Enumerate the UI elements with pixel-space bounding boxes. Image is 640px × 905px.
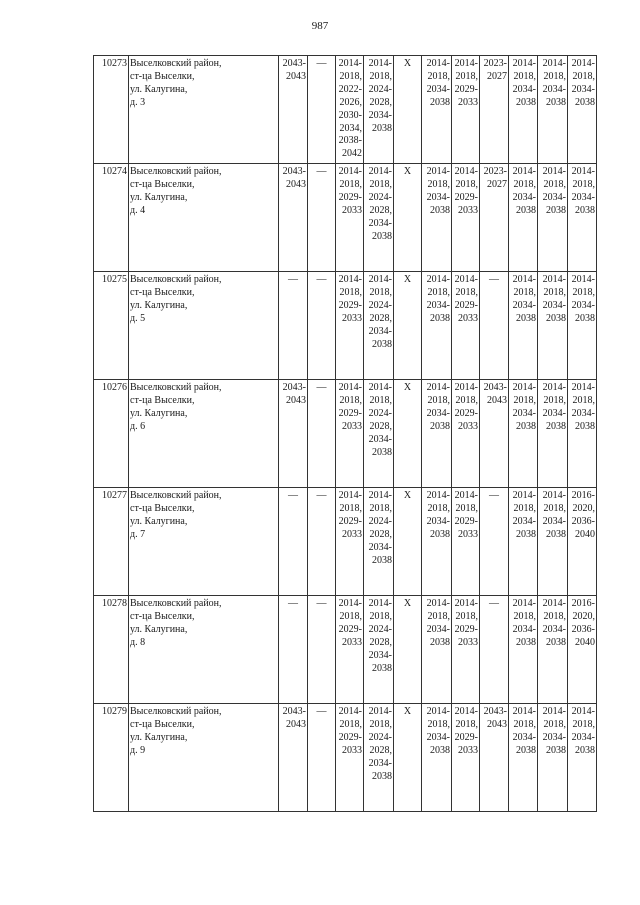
address-line: Выселковский район, — [130, 706, 222, 717]
period-cell: 2014- 2018, 2034- 2038 — [422, 380, 452, 488]
period-cell: 2014- 2018, 2034- 2038 — [509, 704, 538, 812]
address-line: д. 7 — [130, 528, 146, 540]
period-cell: — — [480, 488, 509, 596]
address-line: ул. Калугина, — [130, 515, 188, 527]
period-cell: 2023- 2027 — [480, 56, 509, 164]
period-cell: — — [480, 272, 509, 380]
period-cell: — — [308, 272, 336, 380]
address-cell — [129, 164, 279, 272]
period-cell: 2014- 2018, 2034- 2038 — [509, 596, 538, 704]
period-cell: 2014- 2018, 2024- 2028, 2034- 2038 — [364, 164, 394, 272]
address-line: ул. Калугина, — [130, 191, 188, 203]
period-cell: 2043- 2043 — [279, 164, 308, 272]
table-body — [94, 56, 597, 812]
period-cell: 2014- 2018, 2029- 2033 — [336, 704, 364, 812]
period-cell: 2043- 2043 — [279, 380, 308, 488]
table-row — [94, 164, 597, 272]
period-cell: 2014- 2018, 2034- 2038 — [568, 56, 597, 164]
row-number: 10274 — [94, 164, 129, 272]
period-cell: 2016- 2020, 2036- 2040 — [568, 596, 597, 704]
period-cell: 2014- 2018, 2034- 2038 — [509, 164, 538, 272]
address-line: ст-ца Выселки, — [130, 394, 195, 406]
period-cell: X — [394, 56, 422, 164]
row-number: 10279 — [94, 704, 129, 812]
row-number: 10278 — [94, 596, 129, 704]
period-cell: 2043- 2043 — [279, 704, 308, 812]
period-cell: 2014- 2018, 2029- 2033 — [452, 56, 480, 164]
address-line: ст-ца Выселки, — [130, 286, 195, 298]
address-line: ст-ца Выселки, — [130, 502, 195, 514]
address-line: д. 5 — [130, 312, 146, 324]
period-cell: X — [394, 272, 422, 380]
period-cell: 2014- 2018, 2034- 2038 — [422, 56, 452, 164]
period-cell: 2014- 2018, 2034- 2038 — [568, 272, 597, 380]
period-cell: 2014- 2018, 2029- 2033 — [452, 704, 480, 812]
period-cell: 2043- 2043 — [480, 380, 509, 488]
address-line: Выселковский район, — [130, 382, 222, 393]
address-line: ст-ца Выселки, — [130, 718, 195, 730]
period-cell: 2014- 2018, 2022- 2026, 2030- 2034, 2038- 2042 — [336, 56, 364, 164]
address-line: ул. Калугина, — [130, 407, 188, 419]
table-row — [94, 704, 597, 812]
address-line: Выселковский район, — [130, 490, 222, 501]
period-cell: 2014- 2018, 2034- 2038 — [538, 488, 568, 596]
address-line: д. 8 — [130, 636, 146, 648]
period-cell: X — [394, 380, 422, 488]
period-cell: — — [308, 380, 336, 488]
period-cell: X — [394, 596, 422, 704]
period-cell: 2014- 2018, 2024- 2028, 2034- 2038 — [364, 596, 394, 704]
period-cell: 2043- 2043 — [480, 704, 509, 812]
address-line: ул. Калугина, — [130, 623, 188, 635]
period-cell: 2014- 2018, 2029- 2033 — [452, 380, 480, 488]
period-cell: 2014- 2018, 2029- 2033 — [452, 272, 480, 380]
address-cell — [129, 488, 279, 596]
period-cell: 2014- 2018, 2034- 2038 — [422, 272, 452, 380]
table-row — [94, 380, 597, 488]
period-cell: 2014- 2018, 2034- 2038 — [568, 164, 597, 272]
address-line: Выселковский район, — [130, 274, 222, 285]
period-cell: — — [308, 596, 336, 704]
period-cell: 2014- 2018, 2034- 2038 — [509, 272, 538, 380]
row-number: 10275 — [94, 272, 129, 380]
period-cell: 2014- 2018, 2034- 2038 — [538, 380, 568, 488]
period-cell: 2043- 2043 — [279, 56, 308, 164]
period-cell: — — [308, 164, 336, 272]
row-number: 10273 — [94, 56, 129, 164]
period-cell: 2014- 2018, 2029- 2033 — [336, 272, 364, 380]
period-cell: 2014- 2018, 2034- 2038 — [422, 164, 452, 272]
period-cell: 2014- 2018, 2034- 2038 — [568, 704, 597, 812]
address-cell — [129, 272, 279, 380]
address-cell — [129, 596, 279, 704]
period-cell: 2014- 2018, 2029- 2033 — [452, 488, 480, 596]
table-row — [94, 488, 597, 596]
period-cell: 2014- 2018, 2029- 2033 — [336, 164, 364, 272]
address-line: д. 6 — [130, 420, 146, 432]
address-cell — [129, 380, 279, 488]
address-line: Выселковский район, — [130, 166, 222, 177]
period-cell: 2014- 2018, 2024- 2028, 2034- 2038 — [364, 488, 394, 596]
address-line: ст-ца Выселки, — [130, 178, 195, 190]
period-cell: 2014- 2018, 2034- 2038 — [422, 596, 452, 704]
period-cell: 2014- 2018, 2034- 2038 — [509, 488, 538, 596]
period-cell: 2014- 2018, 2034- 2038 — [538, 272, 568, 380]
period-cell: 2014- 2018, 2024- 2028, 2034- 2038 — [364, 380, 394, 488]
address-line: Выселковский район, — [130, 598, 222, 609]
period-cell: 2014- 2018, 2024- 2028, 2034- 2038 — [364, 272, 394, 380]
period-cell: 2014- 2018, 2024- 2028, 2034- 2038 — [364, 704, 394, 812]
period-cell: 2014- 2018, 2034- 2038 — [568, 380, 597, 488]
address-cell — [129, 56, 279, 164]
period-cell: 2014- 2018, 2034- 2038 — [538, 56, 568, 164]
table-row — [94, 596, 597, 704]
period-cell: — — [279, 488, 308, 596]
period-cell: 2014- 2018, 2034- 2038 — [538, 596, 568, 704]
period-cell: — — [279, 596, 308, 704]
period-cell: 2014- 2018, 2024- 2028, 2034- 2038 — [364, 56, 394, 164]
period-cell: 2014- 2018, 2034- 2038 — [538, 704, 568, 812]
period-cell: — — [279, 272, 308, 380]
period-cell: 2014- 2018, 2034- 2038 — [509, 380, 538, 488]
period-cell: 2014- 2018, 2029- 2033 — [336, 488, 364, 596]
address-line: д. 9 — [130, 744, 146, 756]
period-cell: 2014- 2018, 2034- 2038 — [422, 704, 452, 812]
page-number: 987 — [311, 20, 329, 32]
row-number: 10276 — [94, 380, 129, 488]
period-cell: 2014- 2018, 2029- 2033 — [452, 596, 480, 704]
period-cell: — — [308, 488, 336, 596]
address-line: ул. Калугина, — [130, 299, 188, 311]
period-cell: — — [308, 56, 336, 164]
address-line: д. 4 — [130, 204, 146, 216]
period-cell: 2014- 2018, 2029- 2033 — [336, 380, 364, 488]
address-line: ул. Калугина, — [130, 83, 188, 95]
registry-table — [93, 55, 597, 812]
table-row — [94, 272, 597, 380]
address-line: Выселковский район, — [130, 58, 222, 69]
period-cell: — — [480, 596, 509, 704]
period-cell: 2016- 2020, 2036- 2040 — [568, 488, 597, 596]
row-number: 10277 — [94, 488, 129, 596]
period-cell: 2023- 2027 — [480, 164, 509, 272]
period-cell: — — [308, 704, 336, 812]
address-line: ул. Калугина, — [130, 731, 188, 743]
address-cell — [129, 704, 279, 812]
address-line: ст-ца Выселки, — [130, 70, 195, 82]
period-cell: X — [394, 164, 422, 272]
table-row — [94, 56, 597, 164]
address-line: ст-ца Выселки, — [130, 610, 195, 622]
period-cell: X — [394, 488, 422, 596]
period-cell: 2014- 2018, 2034- 2038 — [509, 56, 538, 164]
address-line: д. 3 — [130, 96, 146, 108]
period-cell: 2014- 2018, 2034- 2038 — [422, 488, 452, 596]
period-cell: 2014- 2018, 2029- 2033 — [336, 596, 364, 704]
period-cell: 2014- 2018, 2029- 2033 — [452, 164, 480, 272]
period-cell: 2014- 2018, 2034- 2038 — [538, 164, 568, 272]
period-cell: X — [394, 704, 422, 812]
